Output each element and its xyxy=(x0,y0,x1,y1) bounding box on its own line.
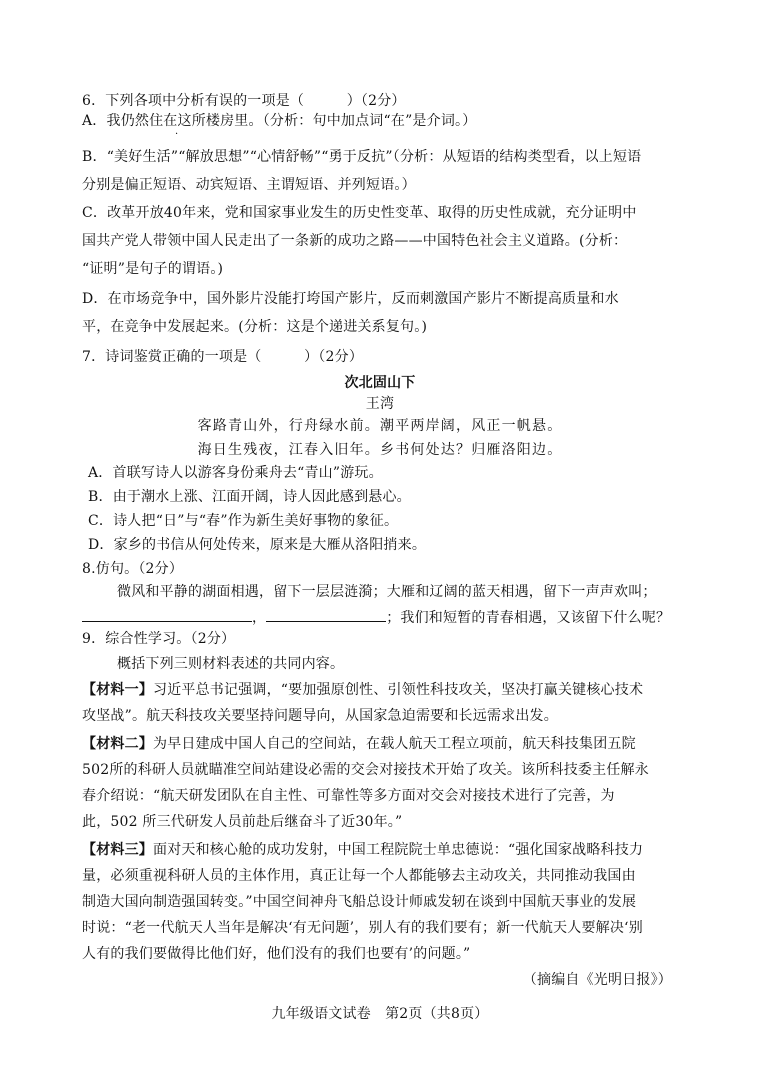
poem-title: 次北固山下 xyxy=(344,375,416,391)
material-2-label: 【材料二】 xyxy=(82,736,153,752)
material-3-line3: 制造大国向制造强国转变。”中国空间神舟飞船总设计师戚发轫在谈到中国航天事业的发展 xyxy=(82,894,637,910)
q6-option-d-line1: D．在市场竞争中，国外影片没能打垮国产影片，反而刺激国产影片不断提高质量和水 xyxy=(82,291,619,307)
source-citation: （摘编自《光明日报》） xyxy=(522,972,672,988)
material-3-text: 面对天和核心舱的成功发射，中国工程院院士单忠德说：“强化国家战略科技力 xyxy=(153,842,644,858)
q6-stem: 6．下列各项中分析有误的一项是（ ）（2分） xyxy=(82,93,406,109)
poem-line-1: 客路青山外，行舟绿水前。潮平两岸阔，风正一帆悬。 xyxy=(197,418,563,434)
q6-option-a: A．我仍然住在这所楼房里。（分析：句中加点词“在”是介词。） xyxy=(82,113,477,129)
material-1-line2: 攻坚战”。航天科技攻关要坚持问题导向，从国家急迫需要和长远需求出发。 xyxy=(82,708,558,724)
q8-sentence-tail: ；我们和短暂的青春相遇，又该留下什么呢？ xyxy=(386,610,671,626)
material-3-line4: 时说：“老一代航天人当年是解决‘有无问题’，别人有的我们要有；新一代航天人要解决‘别 xyxy=(82,920,643,936)
q7-option-a: A．首联写诗人以游客身份乘舟去“青山”游玩。 xyxy=(88,465,383,481)
q7-stem: 7．诗词鉴赏正确的一项是（ ）（2分） xyxy=(82,349,364,365)
material-3-line1 xyxy=(82,840,690,860)
q6-option-b-line2: 分别是偏正短语、动宾短语、主谓短语、并列短语。） xyxy=(82,177,416,193)
q8-comma: ， xyxy=(252,610,267,626)
page-footer: 九年级语文试卷 第2页（共8页） xyxy=(271,1006,489,1022)
q7-option-c: C．诗人把“日”与“春”作为新生美好事物的象征。 xyxy=(88,513,399,529)
q8-stem: 8.仿句。（2分） xyxy=(82,561,184,577)
q6-option-b-line1: B．“美好生活”“解放思想”“心情舒畅”“勇于反抗”（分析：从短语的结构类型看，以上短语 xyxy=(82,149,642,165)
material-3-line5: 人有的我们要做得比他们好，他们没有的我们也要有’的问题。” xyxy=(82,946,471,962)
poem-line-2: 海日生残夜，江春入旧年。乡书何处达？归雁洛阳边。 xyxy=(197,442,563,458)
answer-blank[interactable] xyxy=(266,606,386,622)
q9-stem: 9．综合性学习。（2分） xyxy=(82,631,236,647)
answer-blank[interactable] xyxy=(82,606,252,622)
material-1-label: 【材料一】 xyxy=(82,682,153,698)
material-3-line2: 量，必须重视科研人员的主体作用，真正让每一个人都能够去主动攻关，共同推动我国由 xyxy=(82,868,636,884)
material-3-label: 【材料三】 xyxy=(82,842,153,858)
material-1-line1 xyxy=(82,680,690,700)
q6-option-d-line2: 平，在竞争中发展起来。(分析：这是个递进关系复句。) xyxy=(82,319,428,335)
q6-option-c-line2: 国共产党人带领中国人民走出了一条新的成功之路——中国特色社会主义道路。(分析： xyxy=(82,233,628,249)
material-2-line2: 502所的科研人员就瞄准空间站建设必需的交会对接技术开始了攻关。该所科技委主任解永 xyxy=(82,762,649,778)
q8-answer-line xyxy=(82,606,690,628)
material-2-line4: 此，502 所三代研发人员前赴后继奋斗了近30年。” xyxy=(82,814,403,830)
material-1-text: 习近平总书记强调，“要加强原创性、引领性科技攻关，坚决打赢关键核心技术 xyxy=(153,682,644,698)
material-2-text: 为早日建成中国人自己的空间站，在载人航天工程立项前，航天科技集团五院 xyxy=(153,736,636,752)
material-2-line1 xyxy=(82,734,690,754)
q8-example: 微风和平静的湖面相遇，留下一层层涟漪；大雁和辽阔的蓝天相遇，留下一声声欢叫； xyxy=(117,584,657,600)
material-2-line3: 春介绍说：“航天研发团队在自主性、可靠性等多方面对交会对接技术进行了完善，为 xyxy=(82,788,615,804)
q9-prompt: 概括下列三则材料表述的共同内容。 xyxy=(117,656,345,672)
q7-option-b: B．由于潮水上涨、江面开阔，诗人因此感到悬心。 xyxy=(88,489,411,505)
poem-author: 王湾 xyxy=(365,396,395,412)
q7-option-d: D．家乡的书信从何处传来，原来是大雁从洛阳捎来。 xyxy=(88,537,427,553)
emphasis-dot: · xyxy=(175,129,179,140)
q6-option-c-line3: “证明”是句子的谓语。) xyxy=(82,261,224,277)
q6-option-c-line1: C．改革开放40年来，党和国家事业发生的历史性变革、取得的历史性成就，充分证明中 xyxy=(82,205,637,221)
